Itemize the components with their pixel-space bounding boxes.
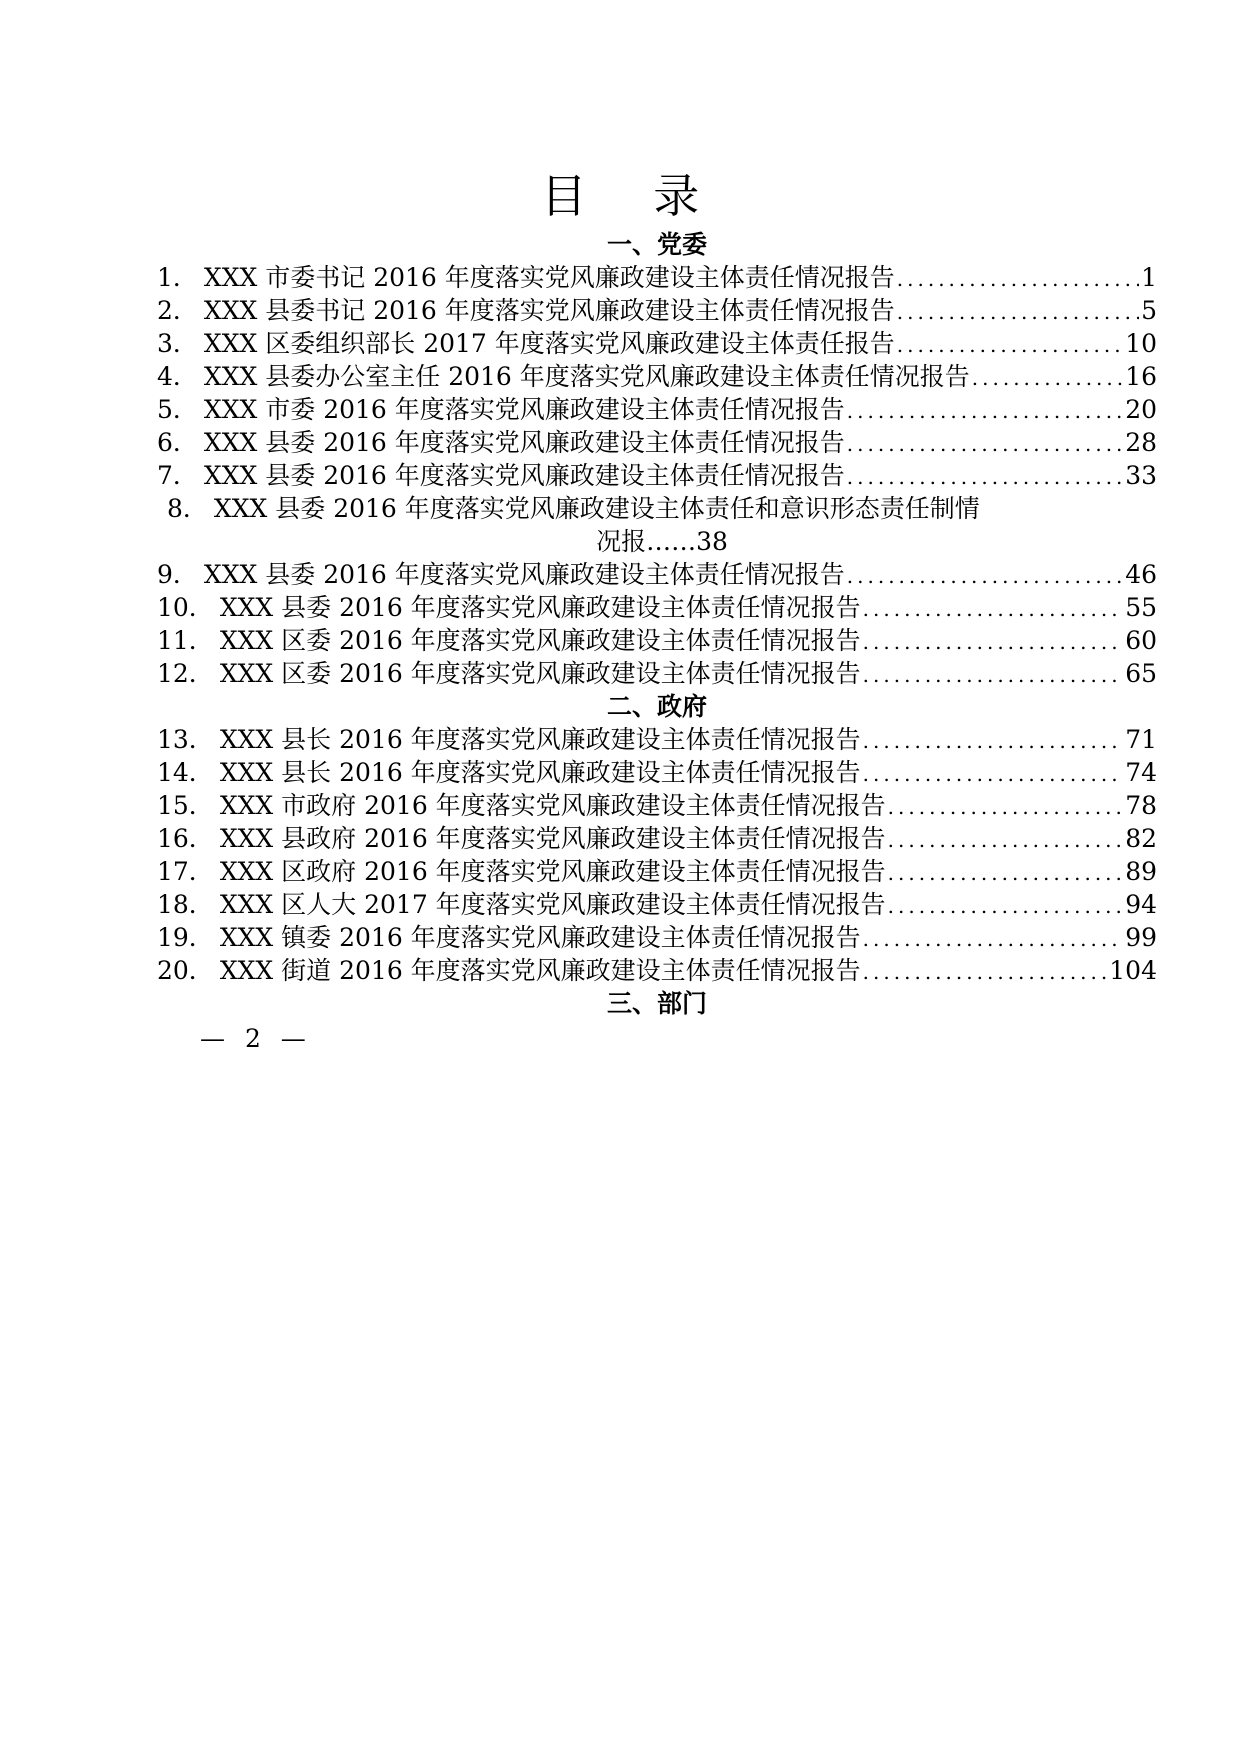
- entry-title: XXX 县委 2016 年度落实党风廉政建设主体责任情况报告: [203, 560, 845, 589]
- entry-page-number: 16: [1125, 362, 1157, 391]
- entry-continuation: 况报……38: [596, 527, 728, 556]
- entry-title: XXX 县委 2016 年度落实党风廉政建设主体责任和意识形态责任制情: [213, 494, 980, 523]
- entry-page-number: 94: [1125, 890, 1157, 919]
- entry-page-number: 78: [1125, 791, 1157, 820]
- toc-entry[interactable]: [157, 888, 1157, 921]
- dot-leader: [897, 263, 1139, 294]
- entry-title: XXX 区委组织部长 2017 年度落实党风廉政建设主体责任报告: [203, 329, 895, 358]
- section-heading-government: 二、政府: [606, 692, 707, 721]
- dot-leader: [897, 296, 1139, 327]
- entry-page-number: 1: [1141, 263, 1157, 292]
- toc-entry[interactable]: [157, 855, 1157, 888]
- entry-number: 11．: [157, 626, 214, 655]
- section-heading-party-committee: 一、党委: [606, 230, 707, 259]
- entry-page-number: 10: [1125, 329, 1157, 358]
- dot-leader: [847, 395, 1123, 426]
- toc-entry[interactable]: [157, 294, 1157, 327]
- toc-entry[interactable]: [157, 261, 1157, 294]
- toc-entry[interactable]: [157, 591, 1157, 624]
- entry-title: XXX 镇委 2016 年度落实党风廉政建设主体责任情况报告: [219, 923, 861, 952]
- toc-entry[interactable]: [157, 558, 1157, 591]
- toc-entry[interactable]: [157, 624, 1157, 657]
- dot-leader: [847, 461, 1123, 492]
- dot-leader: [888, 791, 1124, 822]
- entry-number: 12．: [157, 659, 214, 688]
- entry-number: 17．: [157, 857, 214, 886]
- entry-page-number: 71: [1125, 725, 1157, 754]
- entry-page-number: 82: [1125, 824, 1157, 853]
- dot-leader: [847, 560, 1123, 591]
- entry-number: 9．: [157, 560, 198, 589]
- toc-entry[interactable]: [157, 723, 1157, 756]
- toc-entry[interactable]: [157, 756, 1157, 789]
- dot-leader: [888, 857, 1124, 888]
- entry-number: 19．: [157, 923, 214, 952]
- entry-number: 16．: [157, 824, 214, 853]
- entry-title: XXX 县委 2016 年度落实党风廉政建设主体责任情况报告: [203, 428, 845, 457]
- entry-title: XXX 县委 2016 年度落实党风廉政建设主体责任情况报告: [203, 461, 845, 490]
- toc-entry[interactable]: [157, 822, 1157, 855]
- toc-entry[interactable]: [157, 459, 1157, 492]
- entry-title: XXX 市委书记 2016 年度落实党风廉政建设主体责任情况报告: [203, 263, 895, 292]
- entry-page-number: 104: [1109, 956, 1157, 985]
- entry-number: 18．: [157, 890, 214, 919]
- entry-number: 4．: [157, 362, 198, 391]
- entry-number: 13．: [157, 725, 214, 754]
- entry-number: 6．: [157, 428, 198, 457]
- dot-leader: [847, 428, 1123, 459]
- dot-leader: [863, 758, 1124, 789]
- entry-title: XXX 区政府 2016 年度落实党风廉政建设主体责任情况报告: [219, 857, 886, 886]
- entry-title: XXX 县长 2016 年度落实党风廉政建设主体责任情况报告: [219, 758, 861, 787]
- entry-number: 15．: [157, 791, 214, 820]
- entry-number: 7．: [157, 461, 198, 490]
- entry-first-line: [167, 492, 1157, 525]
- toc-entry[interactable]: [157, 327, 1157, 360]
- dot-leader: [888, 824, 1124, 855]
- toc-entry[interactable]: [157, 657, 1157, 690]
- dot-leader: [863, 725, 1124, 756]
- section-heading-departments: 三、部门: [606, 989, 707, 1018]
- entry-page-number: 20: [1125, 395, 1157, 424]
- entry-title: XXX 区委 2016 年度落实党风廉政建设主体责任情况报告: [219, 626, 861, 655]
- toc-entry[interactable]: [157, 492, 1157, 558]
- dot-leader: [863, 626, 1124, 657]
- dot-leader: [897, 329, 1123, 360]
- dot-leader: [863, 923, 1124, 954]
- toc-entry[interactable]: [157, 393, 1157, 426]
- entry-number: 10．: [157, 593, 214, 622]
- entry-page-number: 60: [1125, 626, 1157, 655]
- entry-number: 1．: [157, 263, 198, 292]
- dot-leader: [972, 362, 1123, 393]
- entry-page-number: 89: [1125, 857, 1157, 886]
- entry-title: XXX 区人大 2017 年度落实党风廉政建设主体责任情况报告: [219, 890, 886, 919]
- toc-entry[interactable]: [157, 789, 1157, 822]
- page-number-footer: — 2 —: [200, 1024, 312, 1053]
- entry-number: 20．: [157, 956, 214, 985]
- entry-title: XXX 县委 2016 年度落实党风廉政建设主体责任情况报告: [219, 593, 861, 622]
- entry-title: XXX 市委 2016 年度落实党风廉政建设主体责任情况报告: [203, 395, 845, 424]
- dot-leader: [863, 593, 1124, 624]
- entry-page-number: 74: [1125, 758, 1157, 787]
- entry-page-number: 65: [1125, 659, 1157, 688]
- entry-page-number: 55: [1125, 593, 1157, 622]
- entry-page-number: 33: [1125, 461, 1157, 490]
- toc-entry[interactable]: [157, 954, 1157, 987]
- entry-page-number: 5: [1141, 296, 1157, 325]
- entry-title: XXX 县委书记 2016 年度落实党风廉政建设主体责任情况报告: [203, 296, 895, 325]
- entry-number: 3．: [157, 329, 198, 358]
- dot-leader: [888, 890, 1124, 921]
- entry-number: 2．: [157, 296, 198, 325]
- entry-page-number: 28: [1125, 428, 1157, 457]
- table-of-contents: [157, 228, 1157, 1020]
- entry-title: XXX 县政府 2016 年度落实党风廉政建设主体责任情况报告: [219, 824, 886, 853]
- entry-title: XXX 市政府 2016 年度落实党风廉政建设主体责任情况报告: [219, 791, 886, 820]
- entry-page-number: 46: [1125, 560, 1157, 589]
- toc-entry[interactable]: [157, 426, 1157, 459]
- entry-page-number: 99: [1125, 923, 1157, 952]
- entry-title: XXX 县长 2016 年度落实党风廉政建设主体责任情况报告: [219, 725, 861, 754]
- toc-entry[interactable]: [157, 921, 1157, 954]
- toc-entry[interactable]: [157, 360, 1157, 393]
- page-title: 目 录: [540, 169, 726, 223]
- dot-leader: [863, 956, 1108, 987]
- dot-leader: [863, 659, 1124, 690]
- entry-title: XXX 县委办公室主任 2016 年度落实党风廉政建设主体责任情况报告: [203, 362, 970, 391]
- entry-number: 8．: [167, 494, 208, 523]
- entry-title: XXX 街道 2016 年度落实党风廉政建设主体责任情况报告: [219, 956, 861, 985]
- entry-number: 5．: [157, 395, 198, 424]
- entry-title: XXX 区委 2016 年度落实党风廉政建设主体责任情况报告: [219, 659, 861, 688]
- entry-number: 14．: [157, 758, 214, 787]
